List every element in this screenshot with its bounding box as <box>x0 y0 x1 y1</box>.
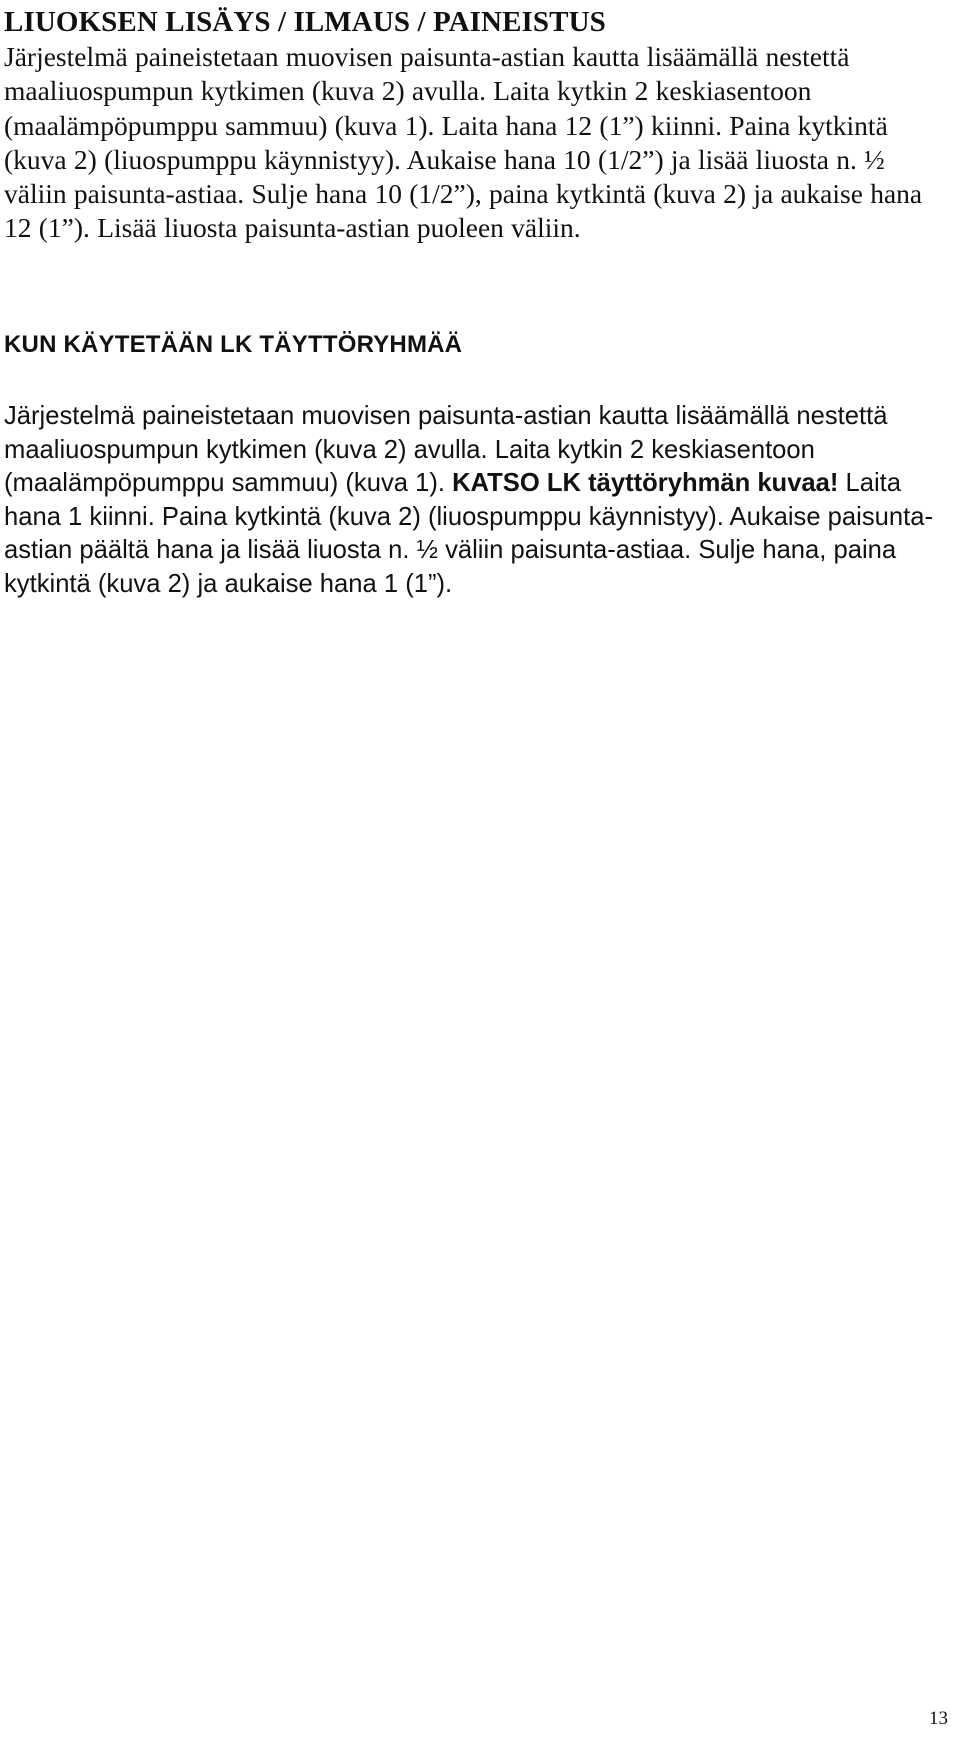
section-title-liquid-fill: LIUOKSEN LISÄYS / ILMAUS / PAINEISTUS <box>4 6 606 38</box>
paragraph-emphasis: KATSO LK täyttöryhmän kuvaa! <box>452 469 839 498</box>
section-lk-fill-group <box>4 330 954 602</box>
paragraph-text-part2: Laita hana 1 kiinni. Paina kytkintä (kuva 2) (liuospumppu käynnistyy). Aukaise paisunta-astian päältä hana ja lisää liuosta n. ½ väliin paisunta-astiaa. Sulje hana, paina kytkintä (kuva 2) ja aukaise hana 1 (1”). <box>4 469 933 598</box>
section-paragraph-lk-fill-group <box>4 400 954 602</box>
section-paragraph-liquid-fill: Järjestelmä paineistetaan muovisen paisunta-astian kautta lisäämällä nestettä maaliuospumpun kytkimen (kuva 2) avulla. Laita kytkin 2 keskiasentoon (maalämpöpumppu sammuu) (kuva 1). Laita hana 12 (1”) kiinni. Paina kytkintä (kuva 2) (liuospumppu käynnistyy). Aukaise hana 10 (1/2”) ja lisää liuosta n. ½ väliin paisunta-astiaa. Sulje hana 10 (1/2”), paina kytkintä (kuva 2) ja aukaise hana 12 (1”). Lisää liuosta paisunta-astian puoleen väliin. <box>4 41 923 244</box>
paragraph-text-part1: Järjestelmä paineistetaan muovisen paisunta-astian kautta lisäämällä nestettä maaliuospumpun kytkimen (kuva 2) avulla. Laita kytkin 2 keskiasentoon (maalämpöpumppu sammuu) (kuva 1). <box>4 402 888 498</box>
section-liquid-fill <box>4 4 952 246</box>
page-number: 13 <box>929 1708 948 1729</box>
section-title-lk-fill-group: KUN KÄYTETÄÄN LK TÄYTTÖRYHMÄÄ <box>4 331 463 358</box>
